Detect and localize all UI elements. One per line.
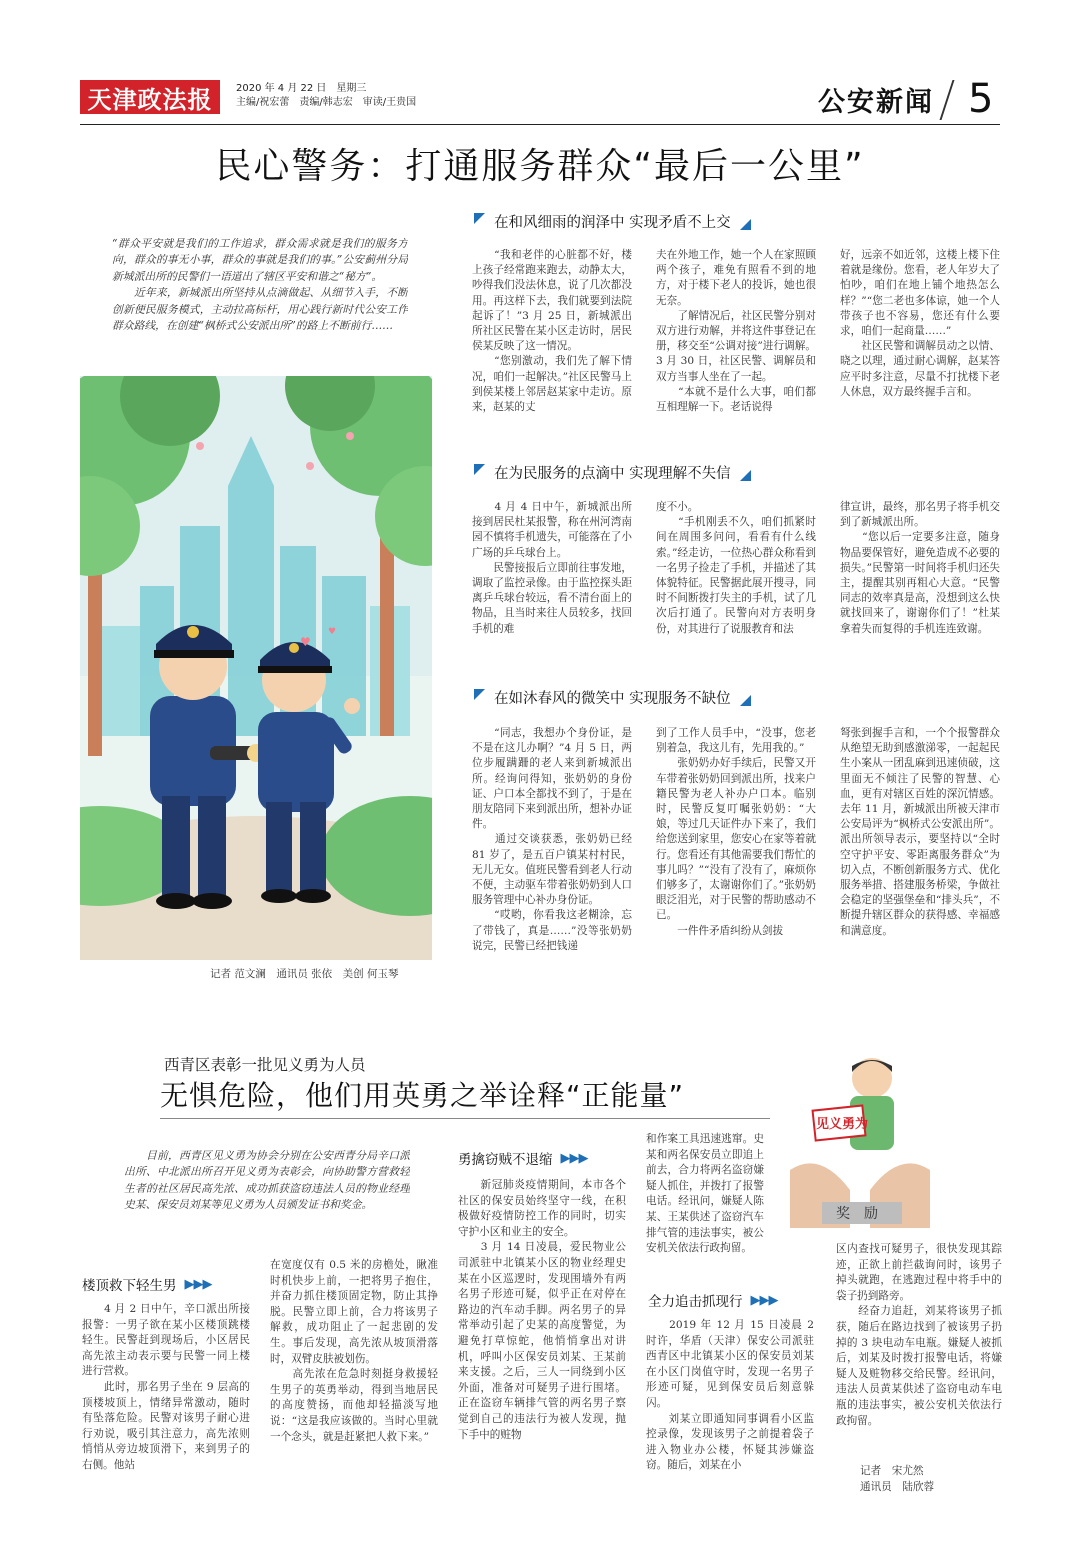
article2-intro: 目前，西青区见义勇为协会分别在公安西青分局辛口派出所、中北派出所召开见义勇为表彰会，向协助警方营救轻生者的社区居民高先浓、成功抓获盗窃违法人员的物业经理史某、保安员刘某等见义勇为人员颁发证书和奖金。	[124, 1149, 410, 1212]
article1-intro: “群众平安就是我们的工作追求，群众需求就是我们的服务方向，群众的事无小事，群众的事就是我们的事。”公安蓟州分局新城派出所的民警们一语道出了辖区平安和谐之“秘方”。 近年来，新城派出所坚持从点滴做起、从细节入手，不断创新便民服务模式，主动拉高标杆，用心践行新时代公安工作群众路线，在创建“枫桥式公安派出所”的路上不断前行……	[112, 237, 408, 333]
article2-kicker: 西青区表彰一批见义勇为人员	[164, 1056, 366, 1074]
badge-text: 见义勇为	[816, 1117, 869, 1132]
article2-subhead-3-text: 全力追击抓现行	[648, 1294, 743, 1310]
award-text: 奖 励	[836, 1206, 878, 1222]
article2-subhead-3	[648, 1290, 778, 1310]
subhead-left-marker-icon	[474, 464, 485, 475]
svg-text:♥: ♥	[328, 627, 337, 637]
subhead-3-text: 在如沐春风的微笑中 实现服务不缺位	[494, 690, 731, 707]
police-illustration	[80, 376, 432, 960]
article1-headline: 民心警务：打通服务群众“最后一公里”	[215, 146, 865, 187]
a2-correspondent: 通讯员 陆欣蓉	[860, 1481, 935, 1493]
a2-col2: 在宽度仅有 0.5 米的房檐处，瞅准时机快步上前，一把将男子抱住，并奋力抓住楼顶固定物，防止其挣脱。民警立即上前，合力将该男子解救，成功阻止了一起悲剧的发生。事后发现，高先浓从坡顶滑落时，双臂皮肤被划伤。 高先浓在危急时刻挺身救援轻生男子的英勇举动，得到当地居民的高度赞扬，而他却轻描淡写地说：“这是我应该做的。当时心里就一个念头，就是赶紧把人救下来。”	[270, 1259, 438, 1443]
article1-credit: 记者 范文澜 通讯员 张依 美创 何玉琴	[210, 968, 399, 980]
a2-col3: 新冠肺炎疫情期间，本市各个社区的保安员始终坚守一线，在积极做好疫情防控工作的同时，切实守护小区和业主的安全。 3 月 14 日凌晨，爱民物业公司派驻中北镇某小区的物业经理史某在小区巡逻时，发现围墙外有两名男子形迹可疑，似乎正在对停在路边的汽车动手脚。两名男子的异常举动引起了史某的高度警觉，为避免打草惊蛇，他悄悄拿出对讲机，呼叫小区保安员刘某、王某前来支援。之后，三人一同绕到小区外面，准备对可疑男子进行围堵。正在盗窃车辆排气管的两名男子察觉到自己的违法行为被人发现，抛下手中的赃物	[458, 1179, 626, 1441]
editor-staff: 主编/祝宏蕾 责编/韩志宏 审读/王贵国	[236, 97, 417, 108]
a2-col5: 区内查找可疑男子，很快发现其踪迹，正欲上前拦截询问时，该男子掉头就跑，在逃跑过程中将手中的袋子扔到路旁。 经奋力追赶，刘某将该男子抓获，随后在路边找到了被该男子扔掉的 3 块电动车电瓶。嫌疑人被抓后，刘某及时拨打报警电话，将嫌疑人及赃物移交给民警。经讯问，违法人员黄某供述了盗窃电动车电瓶的违法事实，被公安机关依法行政拘留。	[836, 1243, 1002, 1427]
subhead-1-text: 在和风细雨的润泽中 实现矛盾不上交	[494, 214, 731, 231]
masthead-rule	[80, 124, 1000, 125]
subhead-right-marker-icon	[740, 470, 751, 481]
subhead-3	[474, 686, 751, 708]
article2-headline: 无惧危险，他们用英勇之举诠释“正能量”	[160, 1079, 685, 1112]
triple-arrow-icon: ▶▶▶	[184, 1276, 212, 1292]
page-number: 5	[968, 76, 994, 122]
article2-subhead-1-text: 楼顶救下轻生男	[82, 1278, 177, 1294]
a2-col4-top: 和作案工具迅速逃窜。史某和两名保安员立即追上前去，合力将两名盗窃嫌疑人抓住，并拨打了报警电话。经讯问，嫌疑人陈某、王某供述了盗窃汽车排气管的违法事实，被公安机关依法行政拘留。	[646, 1133, 764, 1255]
subhead-1	[474, 210, 751, 232]
subhead-2-text: 在为民服务的点滴中 实现理解不失信	[494, 465, 731, 482]
triple-arrow-icon: ▶▶▶	[750, 1292, 778, 1308]
s2-col2: 度不小。 “手机刚丢不久，咱们抓紧时间在周围多问问，看看有什么线索。”经走访，一位热心群众称看到一名男子捡走了手机，并描述了其体貌特征。民警据此展开搜寻，同时不间断拨打失主的手机，试了几次后打通了。民警向对方表明身份，对其进行了说服教育和法	[656, 501, 816, 635]
s3-col3: 弩张到握手言和，一个个报警群众从绝望无助到感激涕零，一起起民生小案从一团乱麻到迅速侦破，这里面无不倾注了民警的智慧、心血，更有对辖区百姓的深沉情感。去年 11 月，新城派出所被天津市公安局评为“枫桥式公安派出所”。派出所领导表示，要坚持以“全时空守护平安、零距离服务群众”为切入点，不断创新服务方式、优化服务举措、搭建服务桥梁，争做社会稳定的坚强堡垒和“排头兵”，不断提升辖区群众的获得感、幸福感和满意度。	[840, 727, 1000, 937]
a2-col4: 2019 年 12 月 15 日凌晨 2 时许，华盾（天津）保安公司派驻西青区中北镇某小区的保安员刘某在小区门岗值守时，发现一名男子形迹可疑，见到保安员后刻意躲闪。 刘某立即通知同事调看小区监控录像，发现该男子之前提着袋子进入物业办公楼，怀疑其涉嫌盗窃。随后，刘某在小	[646, 1319, 814, 1472]
s1-col1: “我和老伴的心脏都不好，楼上孩子经常跑来跑去，动静太大，吵得我们没法休息，说了几次都没用。再这样下去，我们就要到法院起诉了！”3 月 25 日，新城派出所社区民警在某小区走访时，居民侯某反映了这一情况。 “您别激动，我们先了解下情况，咱们一起解决。”社区民警马上到侯某楼上邻居赵某家中走访。原来，赵某的丈	[472, 249, 632, 414]
triple-arrow-icon: ▶▶▶	[560, 1150, 588, 1166]
section-divider	[940, 80, 955, 120]
s3-col2: 到了工作人员手中，“没事，您老别着急，我这儿有，先用我的。” 张奶奶办好手续后，民警又开车带着张奶奶回到派出所，找来户籍民警为老人补办户口本。临别时，民警反复叮嘱张奶奶：“大娘，等过几天证件办下来了，我们给您送到家里，您安心在家等着就行。您看还有其他需要我们帮忙的事儿吗？”“没有了没有了，麻烦你们够多了，太谢谢你们了。”张奶奶眼泛泪光，对于民警的帮助感动不已。 一件件矛盾纠纷从剑拔	[656, 727, 816, 937]
s3-col1: “同志，我想办个身份证，是不是在这儿办啊？”4 月 5 日，两位步履蹒跚的老人来到新城派出所。经询问得知，张奶奶的身份证、户口本全都找不到了，于是在朋友陪同下来到派出所，想补办证件。 通过交谈获悉，张奶奶已经 81 岁了，是五百户镇某村村民，无儿无女。值班民警看到老人行动不便，主动驱车带着张奶奶到人口服务管理中心补办身份证。 “哎哟，你看我这老糊涂，忘了带钱了，真是……”没等张奶奶说完，民警已经把钱递	[472, 727, 632, 952]
award-illustration	[780, 1050, 940, 1228]
subhead-2	[474, 461, 751, 483]
a2-reporter: 记者 宋尤然	[860, 1465, 924, 1477]
s2-col3: 律宣讲，最终，那名男子将手机交到了新城派出所。 “您以后一定要多注意，随身物品要保管好，避免造成不必要的损失。”民警第一时间将手机归还失主，提醒其别再粗心大意。“民警同志的效率真是高，没想到这么快就找回来了，谢谢你们了！”杜某拿着失而复得的手机连连致谢。	[840, 501, 1000, 635]
issue-meta	[236, 82, 416, 110]
subhead-left-marker-icon	[474, 213, 485, 224]
issue-date: 2020 年 4 月 22 日 星期三	[236, 83, 367, 94]
subhead-left-marker-icon	[474, 689, 485, 700]
article2-rule	[160, 1118, 770, 1119]
section-name: 公安新闻	[818, 87, 934, 118]
article2-subhead-2	[458, 1148, 588, 1168]
svg-text:♥: ♥	[300, 635, 311, 649]
subhead-right-marker-icon	[740, 695, 751, 706]
s1-col3: 好，远亲不如近邻，这楼上楼下住着就是缘份。您看，老人年岁大了怕吵，咱们在地上铺个地热怎么样？”“您二老也多体谅，她一个人带孩子也不容易，您还有什么要求，咱们一起商量……” 社区民警和调解员动之以情、晓之以理，通过耐心调解，赵某答应平时多注意，尽量不打扰楼下老人休息，双方最终握手言和。	[840, 249, 1000, 398]
article2-subhead-2-text: 勇擒窃贼不退缩	[458, 1152, 553, 1168]
s1-col2: 夫在外地工作，她一个人在家照顾两个孩子，难免有照看不到的地方，对于楼下老人的投诉，她也很无奈。 了解情况后，社区民警分别对双方进行劝解，并将这件事登记在册，移交至“公调对接”进行调解。3 月 30 日，社区民警、调解员和双方当事人坐在了一起。 “本就不是什么大事，咱们都互相理解一下。老话说得	[656, 249, 816, 414]
newspaper-logo: 天津政法报	[80, 80, 220, 114]
s2-col1: 4 月 4 日中午，新城派出所接到居民杜某报警，称在州河湾南园不慎将手机遗失，可能落在了小广场的乒乓球台上。 民警接报后立即前往事发地，调取了监控录像。由于监控探头距离乒乓球台较远，看不清台面上的物品，且当时来往人员较多，找回手机的难	[472, 501, 632, 635]
subhead-right-marker-icon	[740, 219, 751, 230]
article2-subhead-1	[82, 1274, 212, 1294]
a2-col1: 4 月 2 日中午，辛口派出所接报警：一男子欲在某小区楼顶跳楼轻生。民警赶到现场后，小区居民高先浓主动表示要与民警一同上楼进行营救。 此时，那名男子坐在 9 层高的顶楼坡顶上，情绪异常激动，随时有坠落危险。民警对该男子耐心进行劝说，吸引其注意力，高先浓则悄悄从旁边坡顶滑下，来到男子的右侧。他站	[82, 1303, 250, 1471]
